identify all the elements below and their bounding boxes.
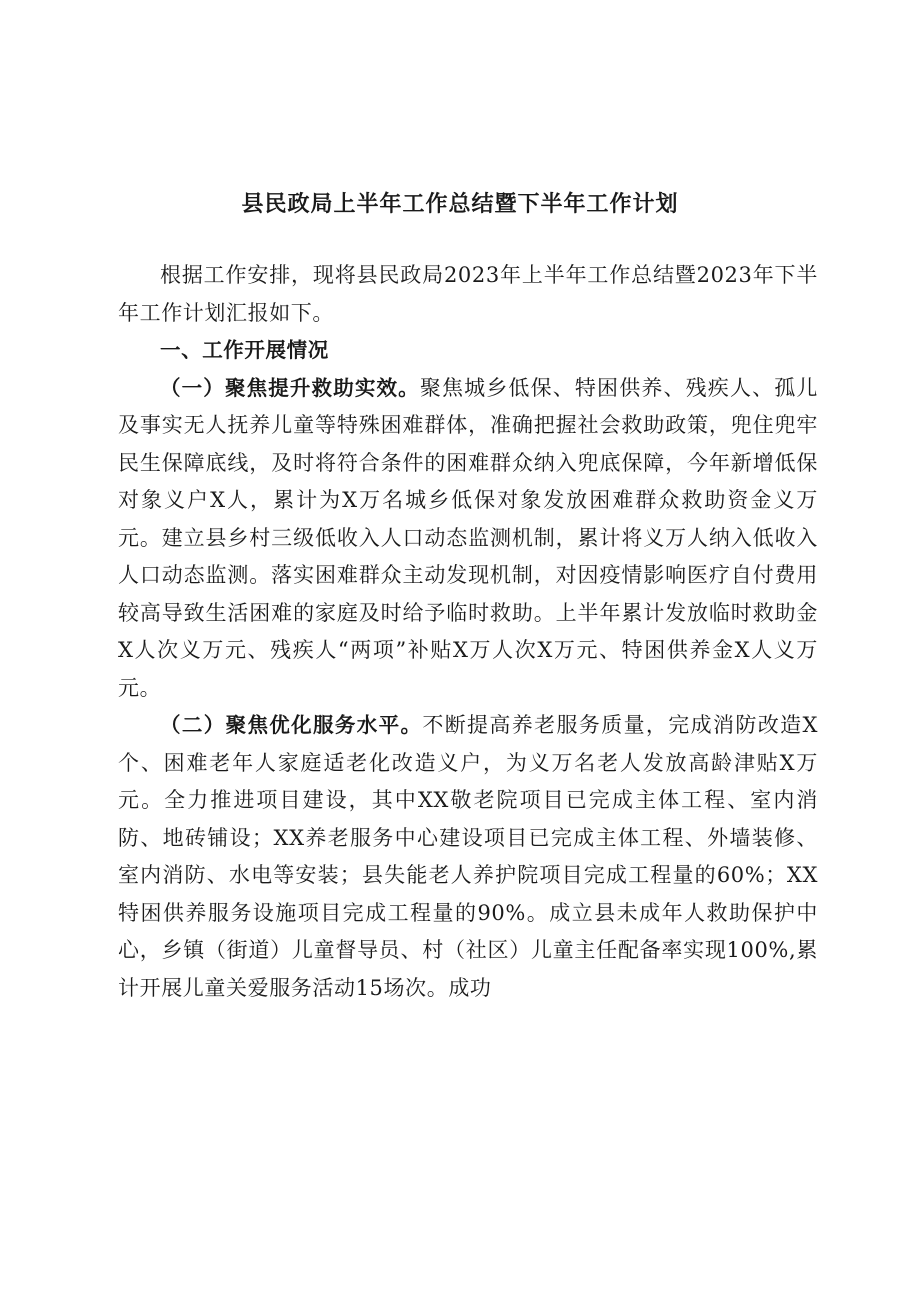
document-title: 县民政局上半年工作总结暨下半年工作计划 <box>241 192 679 217</box>
item-text-relief: 聚焦城乡低保、特困供养、残疾人、孤儿及事实无人抚养儿童等特殊困难群体，准确把握社会救助政策，兜住兜牢民生保障底线，及时将符合条件的困难群众纳入兜底保障，今年新增低保对象义户X人，累计为X万名城乡低保对象发放困难群众救助资金义万元。建立县乡村三级低收入人口动态监测机制，累计将义万人纳入低收入人口动态监测。落实困难群众主动发现机制，对因疫情影响医疗自付费用较高导致生活困难的家庭及时给予临时救助。上半年累计发放临时救助金X人次义万元、残疾人“两项”补贴X万人次X万元、特困供养金X人义万元。 <box>118 375 818 700</box>
intro-paragraph: 根据工作安排，现将县民政局2023年上半年工作总结暨2023年下半年工作计划汇报如下。 <box>118 263 818 325</box>
section-heading-work-status: 一、工作开展情况 <box>160 338 329 362</box>
item-paragraph-relief <box>118 370 818 708</box>
item-lead-relief: （一）聚焦提升救助实效。 <box>160 375 420 400</box>
item-lead-service: （二）聚焦优化服务水平。 <box>160 713 423 737</box>
item-text-service: 不断提高养老服务质量，完成消防改造X个、困难老年人家庭适老化改造义户，为义万名老人发放高龄津贴X万元。全力推进项目建设，其中XX敬老院项目已完成主体工程、室内消防、地砖铺设；XX养老服务中心建设项目已完成主体工程、外墙装修、室内消防、水电等安装；县失能老人养护院项目完成工程量的60%；XX特困供养服务设施项目完成工程量的90%。成立县未成年人救助保护中心，乡镇（街道）儿童督导员、村（社区）儿童主任配备率实现100%,累计开展儿童关爱服务活动15场次。成功 <box>118 713 819 1000</box>
item-paragraph-service <box>118 707 818 1007</box>
document-body <box>118 257 818 1007</box>
